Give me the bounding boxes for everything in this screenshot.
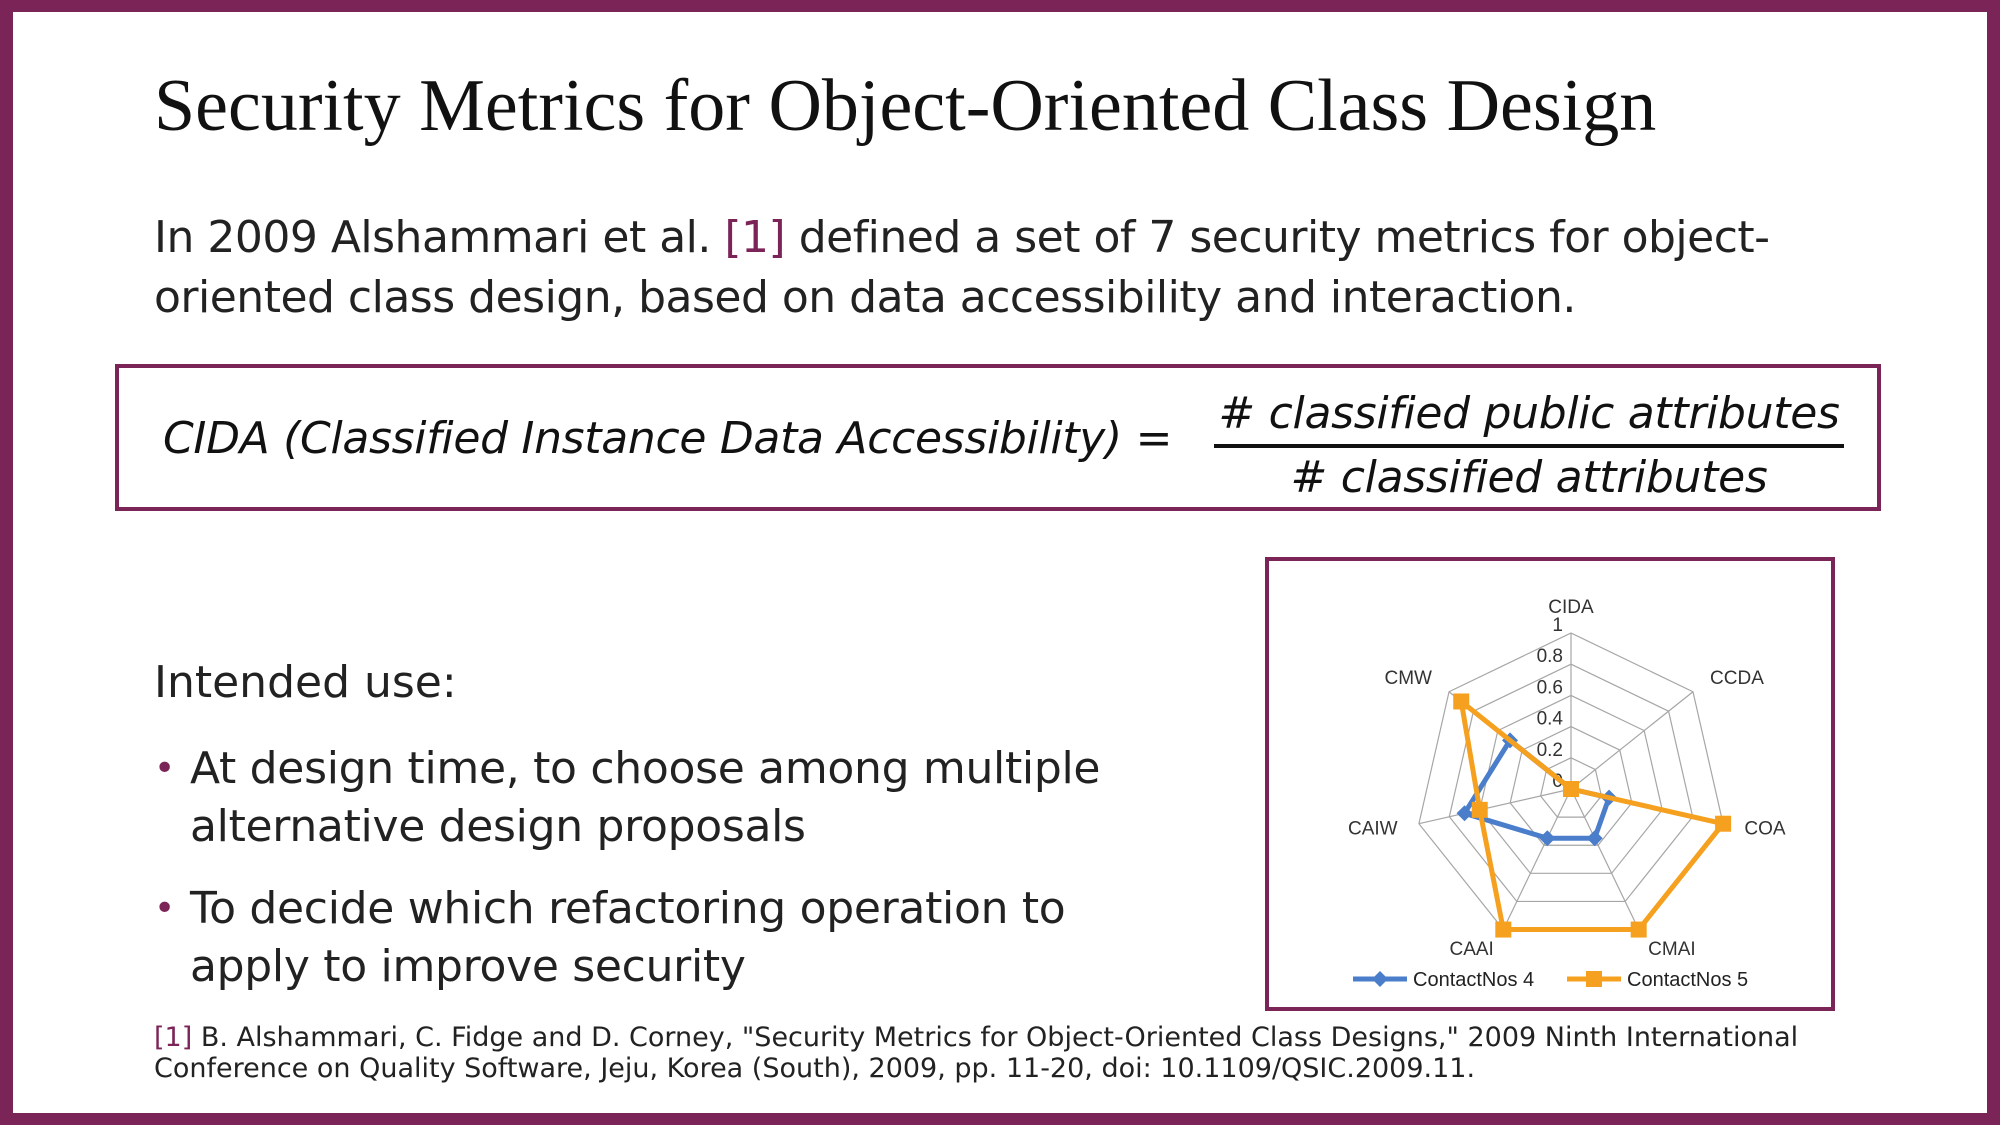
slide-title: Security Metrics for Object-Oriented Class Design <box>154 65 1657 147</box>
formula-lhs: CIDA (Classified Instance Data Accessibility) = <box>163 413 1173 464</box>
intro-reference: [1] <box>724 212 786 263</box>
fraction-bar <box>1214 444 1844 448</box>
bullet-item <box>154 740 1130 856</box>
intro-paragraph <box>154 208 1914 328</box>
radar-series-line <box>1461 701 1723 929</box>
radar-category-label: CAIW <box>1348 818 1398 840</box>
formula-fraction <box>1214 386 1844 506</box>
radar-spoke <box>1503 789 1571 930</box>
bullet-dot: • <box>154 748 175 789</box>
radar-category-label: CMW <box>1384 668 1432 690</box>
radar-data-point <box>1631 922 1647 938</box>
radar-category-label: CIDA <box>1548 597 1594 619</box>
bullet-text: To decide which refactoring operation to apply to improve security <box>190 883 1066 992</box>
bullet-dot: • <box>154 888 175 929</box>
radar-category-label: CMAI <box>1648 939 1696 961</box>
radar-tick-label: 0.4 <box>1536 708 1563 730</box>
legend-marker <box>1372 971 1388 987</box>
legend-label: ContactNos 5 <box>1627 969 1749 991</box>
radar-tick-label: 0.2 <box>1536 739 1563 761</box>
radar-data-point <box>1715 816 1731 832</box>
radar-chart <box>1269 561 1831 1007</box>
bullet-list <box>154 740 1130 1020</box>
radar-category-label: COA <box>1744 818 1786 840</box>
radar-data-point <box>1453 693 1469 709</box>
radar-data-point <box>1472 802 1488 818</box>
radar-data-point <box>1563 781 1579 797</box>
radar-chart-frame <box>1265 557 1835 1011</box>
radar-tick-label: 0 <box>1552 771 1563 792</box>
formula-box <box>115 364 1881 511</box>
legend-marker <box>1586 971 1602 987</box>
radar-data-point <box>1539 830 1555 846</box>
radar-category-label: CCDA <box>1710 668 1764 690</box>
citation <box>154 1022 1914 1084</box>
radar-data-point <box>1587 830 1603 846</box>
slide <box>13 12 1987 1113</box>
intended-use-heading: Intended use: <box>154 657 457 708</box>
legend-label: ContactNos 4 <box>1413 969 1535 991</box>
citation-text: B. Alshammari, C. Fidge and D. Corney, "Security Metrics for Object-Oriented Class Designs," 2009 Ninth International Conference on Quality Software, Jeju, Korea (South), 2009, pp. 11-20, doi: 10.1109/QSIC.2009.11. <box>154 1022 1799 1084</box>
intro-text-start: In 2009 Alshammari et al. <box>154 212 725 263</box>
radar-tick-label: 0.8 <box>1536 646 1563 668</box>
radar-tick-label: 0.6 <box>1536 677 1563 699</box>
bullet-text: At design time, to choose among multiple alternative design proposals <box>190 743 1101 852</box>
bullet-item <box>154 880 1130 996</box>
citation-reference: [1] <box>154 1022 193 1053</box>
radar-data-point <box>1495 922 1511 938</box>
radar-tick-label: 1 <box>1552 615 1563 636</box>
formula-numerator: # classified public attributes <box>1218 388 1840 439</box>
radar-category-label: CAAI <box>1449 939 1494 961</box>
formula-denominator: # classified attributes <box>1290 452 1768 503</box>
intro-text-end: defined a set of 7 security metrics for object-oriented class design, based on data accessibility and interaction. <box>154 212 1770 323</box>
